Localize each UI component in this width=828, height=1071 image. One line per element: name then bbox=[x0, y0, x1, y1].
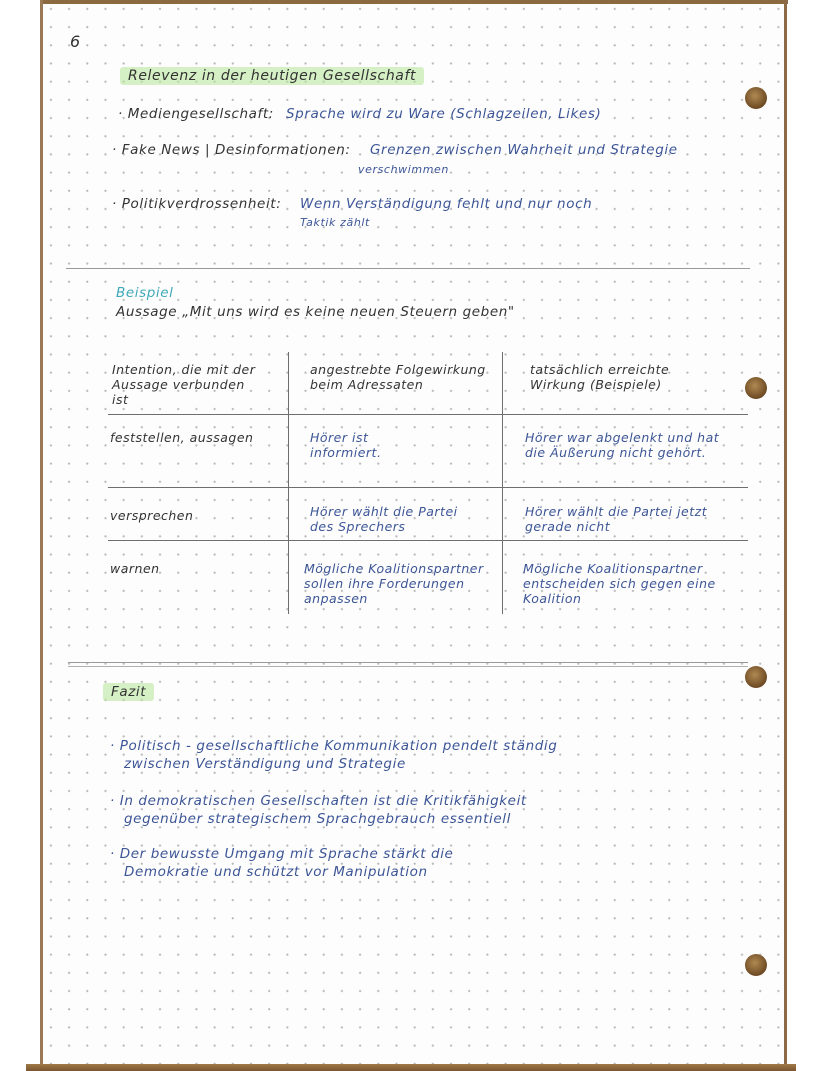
table-row-divider bbox=[108, 414, 748, 415]
item-text-media: Sprache wird zu Ware (Schlagzeilen, Likes) bbox=[286, 106, 602, 122]
conclusion-item-1-cont: zwischen Verständigung und Strategie bbox=[124, 756, 406, 772]
table-cell: Hörer ist informiert. bbox=[310, 430, 382, 460]
table-column-divider bbox=[502, 352, 503, 614]
table-cell: Mögliche Koalitionspartner sollen ihre Forderungen anpassen bbox=[304, 561, 484, 606]
desk-edge-bottom bbox=[26, 1064, 796, 1071]
conclusion-item-2-cont: gegenüber strategischem Sprachgebrauch essentiell bbox=[124, 811, 511, 827]
punch-hole-icon bbox=[745, 666, 767, 688]
table-cell: Hörer wählt die Partei des Sprechers bbox=[310, 504, 458, 534]
table-header-actual-effect: tatsächlich erreichte Wirkung (Beispiele) bbox=[530, 362, 670, 392]
table-cell: feststellen, aussagen bbox=[110, 430, 254, 445]
table-cell: Hörer wählt die Partei jetzt gerade nicht bbox=[525, 504, 708, 534]
conclusion-item-2: · In demokratischen Gesellschaften ist die Kritikfähigkeit bbox=[110, 793, 527, 809]
example-label: Beispiel bbox=[116, 285, 174, 301]
table-cell: Mögliche Koalitionspartner entscheiden sich gegen eine Koalition bbox=[523, 561, 716, 606]
table-cell: versprechen bbox=[110, 508, 194, 523]
table-cell: warnen bbox=[110, 561, 160, 576]
conclusion-heading bbox=[103, 684, 154, 700]
section-heading-relevance bbox=[120, 68, 424, 84]
table-header-intended-effect: angestrebte Folgewirkung beim Adressaten bbox=[310, 362, 486, 392]
table-row-divider bbox=[108, 487, 748, 488]
item-text-fake-news-cont: verschwimmen bbox=[358, 163, 449, 176]
conclusion-item-3-cont: Demokratie und schützt vor Manipulation bbox=[124, 864, 428, 880]
conclusion-item-1: · Politisch - gesellschaftliche Kommunikation pendelt ständig bbox=[110, 738, 558, 754]
item-text-fake-news: Grenzen zwischen Wahrheit und Strategie bbox=[370, 142, 678, 158]
section-divider-double bbox=[68, 662, 748, 667]
table-header-intention: Intention, die mit der Aussage verbunden ist bbox=[112, 362, 256, 407]
table-column-divider bbox=[288, 352, 289, 614]
table-cell: Hörer war abgelenkt und hat die Äußerung nicht gehört. bbox=[525, 430, 720, 460]
highlighted-heading: Fazit bbox=[103, 683, 154, 701]
desk-edge-right bbox=[784, 0, 787, 1068]
punch-hole-icon bbox=[745, 377, 767, 399]
item-label-fake-news: · Fake News | Desinformationen: bbox=[112, 142, 351, 158]
highlighted-heading: Relevenz in der heutigen Gesellschaft bbox=[120, 67, 424, 85]
item-label-politics: · Politikverdrossenheit: bbox=[112, 196, 282, 212]
conclusion-item-3: · Der bewusste Umgang mit Sprache stärkt die bbox=[110, 846, 454, 862]
item-label-media: · Mediengesellschaft: bbox=[118, 106, 274, 122]
table-row-divider bbox=[108, 540, 748, 541]
section-divider bbox=[66, 268, 750, 269]
item-text-politics-cont: Taktik zählt bbox=[300, 216, 370, 229]
example-statement: Aussage „Mit uns wird es keine neuen Steuern geben" bbox=[116, 304, 515, 320]
item-text-politics: Wenn Verständigung fehlt und nur noch bbox=[300, 196, 593, 212]
punch-hole-icon bbox=[745, 954, 767, 976]
punch-hole-icon bbox=[745, 87, 767, 109]
page-number: 6 bbox=[70, 32, 81, 51]
